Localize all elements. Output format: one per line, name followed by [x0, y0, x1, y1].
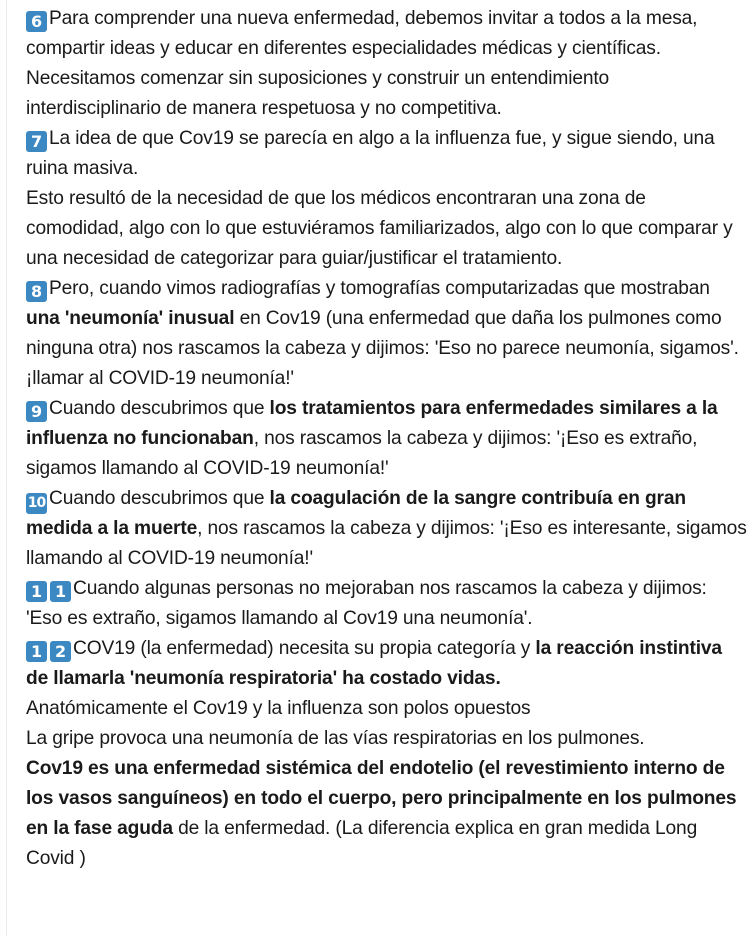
number-keycap-icon: 9 [26, 401, 47, 422]
paragraph-4 [26, 184, 748, 274]
number-keycap-icon: 2 [50, 641, 71, 662]
bold-text: la reacción instintiva de llamarla 'neumonía respiratoria' ha costado vidas. [26, 638, 722, 689]
paragraph-1 [26, 4, 748, 64]
paragraph-2 [26, 64, 748, 124]
text: La idea de que Cov19 se parecía en algo a la influenza fue, y sigue siendo, una ruina masiva. [26, 128, 715, 179]
text: en Cov19 (una enfermedad que daña los pulmones como ninguna otra) nos rascamos la cabeza y dijimos: 'Eso no parece neumonía, sigamos'. ¡llamar al COVID-19 neumonía!' [26, 308, 739, 389]
text: COV19 (la enfermedad) necesita su propia categoría y [73, 638, 536, 659]
number-keycap-icon: 7 [26, 131, 47, 152]
text: de la enfermedad. (La diferencia explica en gran medida Long Covid ) [26, 818, 698, 869]
text: , nos rascamos la cabeza y dijimos: '¡Eso es extraño, sigamos llamando al COVID-19 neumonía!' [26, 428, 698, 479]
left-border [6, 0, 7, 936]
paragraph-10 [26, 694, 748, 724]
paragraph-6 [26, 394, 748, 484]
bold-text: una 'neumonía' inusual [26, 308, 235, 329]
number-keycap-icon: 1 [50, 581, 71, 602]
text: Cuando descubrimos que [49, 488, 270, 509]
text: Necesitamos comenzar sin suposiciones y construir un entendimiento interdisciplinario de manera respetuosa y no competitiva. [26, 68, 610, 119]
paragraph-3 [26, 124, 748, 184]
paragraph-5 [26, 274, 748, 394]
paragraph-8 [26, 574, 748, 634]
paragraph-11 [26, 724, 748, 754]
paragraph-12 [26, 754, 748, 874]
text: , nos rascamos la cabeza y dijimos: '¡Eso es interesante, sigamos llamando al COVID-19 neumonía!' [26, 518, 747, 569]
text: La gripe provoca una neumonía de las vías respiratorias en los pulmones. [26, 728, 645, 749]
text: Anatómicamente el Cov19 y la influenza son polos opuestos [26, 698, 531, 719]
text: Esto resultó de la necesidad de que los médicos encontraran una zona de comodidad, algo con lo que estuviéramos familiarizados, algo con lo que comparar y una necesidad de categorizar para guiar/justificar el tratamiento. [26, 188, 733, 269]
bold-text: Cov19 es una enfermedad sistémica del endotelio (el revestimiento interno de los vasos sanguíneos) en todo el cuerpo, pero principalmente en los pulmones en la fase aguda [26, 758, 737, 839]
number-keycap-icon: 1 [26, 581, 47, 602]
text: Pero, cuando vimos radiografías y tomografías computarizadas que mostraban [49, 278, 710, 299]
document-body [26, 4, 748, 874]
text: Cuando descubrimos que [49, 398, 270, 419]
number-keycap-icon: 10 [26, 493, 47, 514]
text: Cuando algunas personas no mejoraban nos rascamos la cabeza y dijimos: 'Eso es extraño, sigamos llamando al Cov19 una neumonía'. [26, 578, 707, 629]
number-keycap-icon: 8 [26, 281, 47, 302]
text: Para comprender una nueva enfermedad, debemos invitar a todos a la mesa, compartir ideas y educar en diferentes especialidades médicas y científicas. [26, 8, 698, 59]
bold-text: los tratamientos para enfermedades similares a la influenza no funcionaban [26, 398, 718, 449]
bold-text: la coagulación de la sangre contribuía en gran medida a la muerte [26, 488, 686, 539]
number-keycap-icon: 6 [26, 11, 47, 32]
number-keycap-icon: 1 [26, 641, 47, 662]
paragraph-9 [26, 634, 748, 694]
paragraph-7 [26, 484, 748, 574]
